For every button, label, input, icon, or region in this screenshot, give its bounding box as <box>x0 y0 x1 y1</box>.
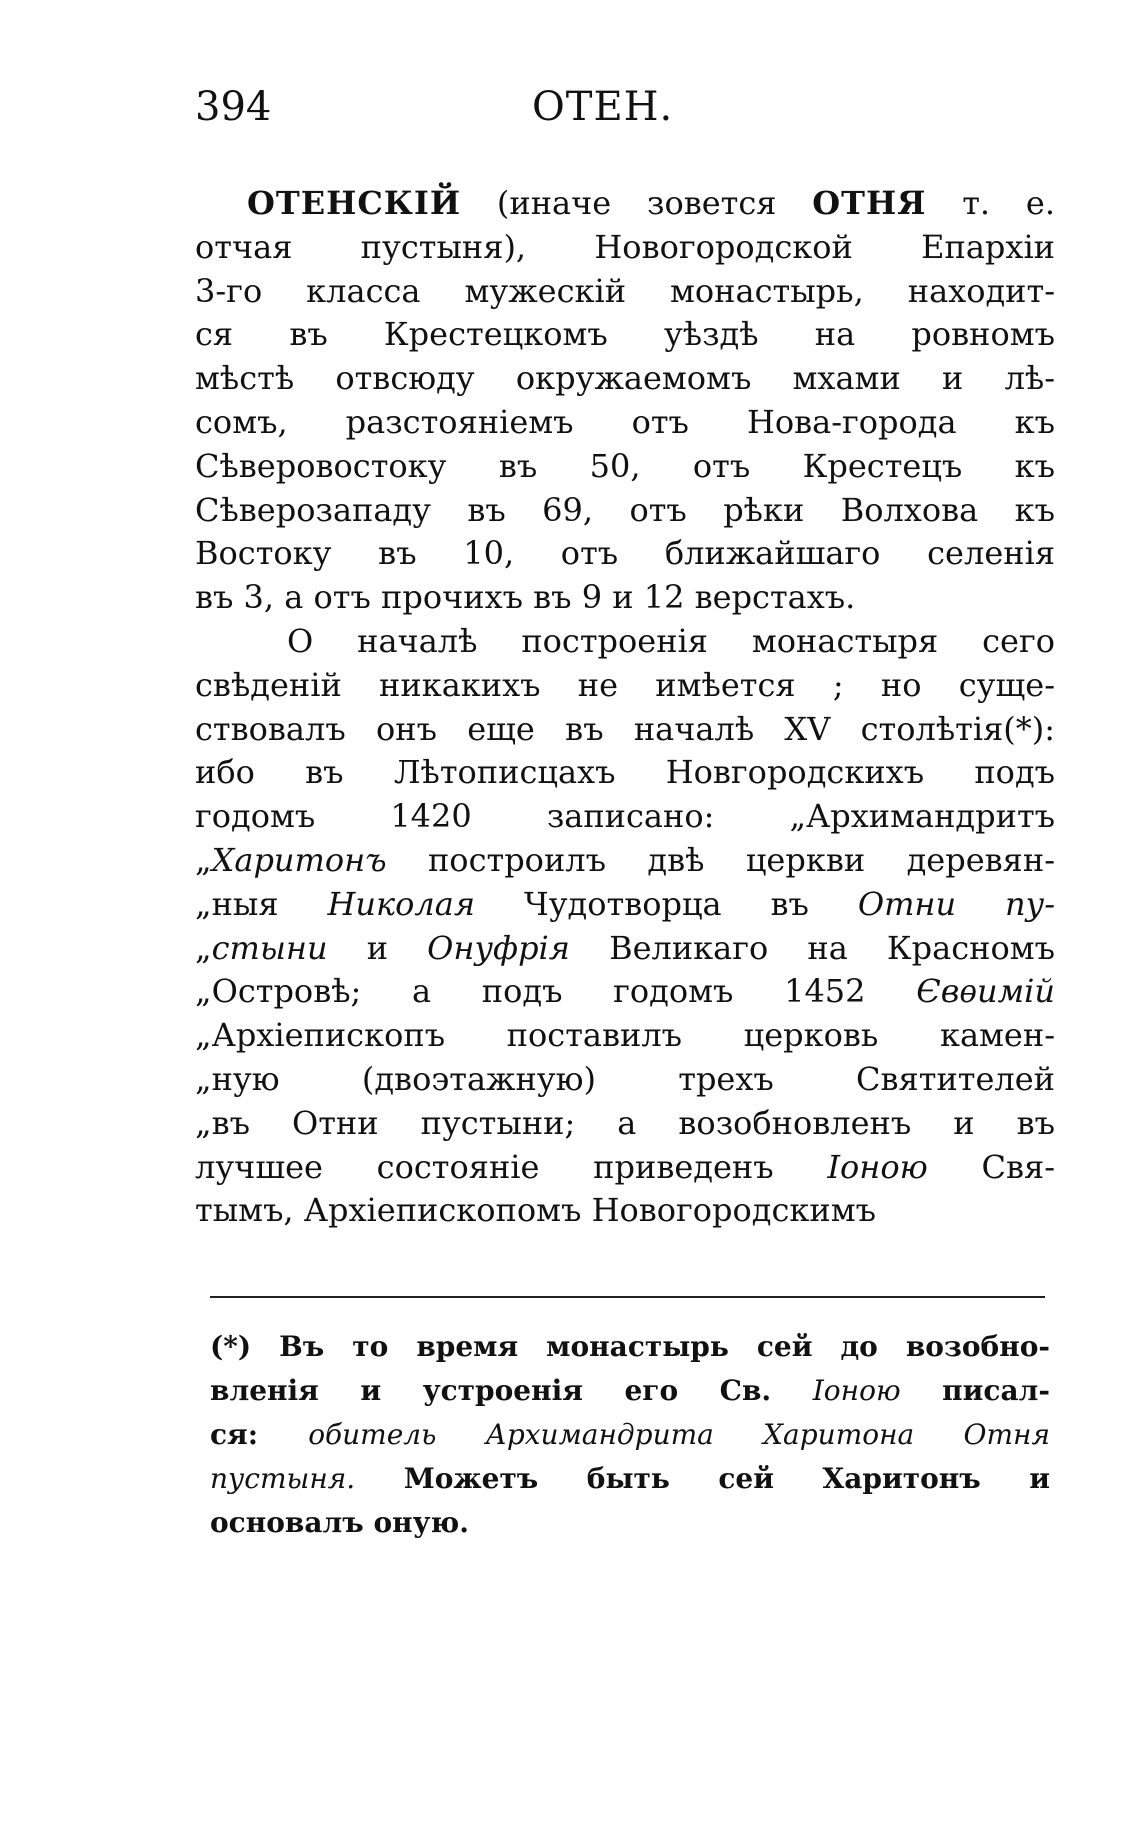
running-head: ОТЕН. <box>532 84 674 130</box>
quote-mark: „ <box>195 840 212 879</box>
text-line: ствовалъ онъ еще въ началѣ XV столѣтія(*): <box>195 709 1055 748</box>
text-run: „ныя <box>195 884 328 923</box>
text-run: Можетъ быть сей Харитонъ и <box>355 1462 1050 1495</box>
text-line: сомъ, разстояніемъ отъ Нова-города къ <box>195 402 1055 441</box>
person-name: Євѳимій <box>916 972 1055 1011</box>
text-run: (иначе зовется <box>461 184 813 222</box>
text-line: Сѣверовостоку въ 50, отъ Крестецъ къ <box>195 446 1055 485</box>
text-run: писал- <box>900 1374 1050 1407</box>
quoted-name: обитель Архимандрита Харитона Отня <box>308 1418 1050 1451</box>
text-line: тымъ, Архіепископомъ Новогородскимъ <box>195 1191 876 1230</box>
place-name: Отни пу- <box>857 884 1056 923</box>
person-name: Іоною <box>812 1374 901 1407</box>
person-name: Харитонъ <box>211 840 387 879</box>
body-text <box>195 182 1055 1233</box>
text-line: „ную (двоэтажную) трехъ Святителей <box>195 1059 1055 1098</box>
text-run: и <box>327 928 428 967</box>
entry-title: ОТЕНСКІЙ <box>247 184 462 222</box>
footnote-divider <box>210 1296 1045 1298</box>
footnote-line <box>210 1369 1050 1413</box>
page-header <box>195 84 985 144</box>
paragraph-1 <box>195 182 1055 620</box>
text-line: „Архіепископъ поставилъ церковь камен- <box>195 1016 1055 1055</box>
text-line <box>195 1146 1055 1190</box>
person-name: Николая <box>327 884 476 923</box>
text-run: вленія и устроенія его Св. <box>210 1374 813 1407</box>
text-line: ся въ Крестецкомъ уѣздѣ на ровномъ <box>195 315 1055 354</box>
place-name: стыни <box>211 928 328 967</box>
text-run: ся: <box>210 1418 309 1451</box>
text-line: ибо въ Лѣтописцахъ Новгородскихъ подъ <box>195 753 1055 792</box>
text-line <box>195 839 1055 883</box>
footnote-line: (*) Въ то время монастырь сей до возобно- <box>210 1330 1050 1363</box>
text-line <box>195 927 1055 971</box>
text-run: лучшее состояніе приведенъ <box>195 1147 828 1186</box>
quoted-name: пустыня. <box>210 1462 356 1495</box>
paragraph-2 <box>195 620 1055 1233</box>
text-line: О началѣ построенія монастыря сего <box>287 621 1055 660</box>
text-line <box>195 883 1055 927</box>
footnote-line <box>210 1457 1050 1501</box>
text-run: построилъ двѣ церкви деревян- <box>386 840 1055 879</box>
text-line: свѣденій никакихъ не имѣется ; но суще- <box>195 665 1055 704</box>
text-line: въ 3, а отъ прочихъ въ 9 и 12 верстахъ. <box>195 578 856 617</box>
footnote <box>210 1325 1050 1545</box>
text-run: „Островѣ; а подъ годомъ 1452 <box>195 972 917 1011</box>
text-line: Сѣверозападу въ 69, отъ рѣки Волхова къ <box>195 490 1055 529</box>
text-run: Свя- <box>927 1147 1056 1186</box>
text-line: годомъ 1420 записано: „Архимандритъ <box>195 797 1055 836</box>
quote-mark: „ <box>195 928 212 967</box>
text-run: Великаго на Красномъ <box>569 928 1056 967</box>
text-run: Чудотворца въ <box>475 884 858 923</box>
text-line <box>195 182 1055 226</box>
text-line: отчая пустыня), Новогородской Епархіи <box>195 227 1055 266</box>
text-line: „въ Отни пустыни; а возобновленъ и въ <box>195 1103 1055 1142</box>
alt-name: ОТНЯ <box>812 184 927 222</box>
page-number: 394 <box>195 84 272 130</box>
person-name: Іоною <box>827 1147 928 1186</box>
footnote-line: основалъ оную. <box>210 1506 470 1539</box>
text-line: Востоку въ 10, отъ ближайшаго селенія <box>195 534 1055 573</box>
footnote-line <box>210 1413 1050 1457</box>
text-line: мѣстѣ отвсюду окружаемомъ мхами и лѣ- <box>195 359 1055 398</box>
person-name: Онуфрія <box>427 928 570 967</box>
text-line <box>195 970 1055 1014</box>
text-line: 3-го класса мужескій монастырь, находит- <box>195 271 1055 310</box>
text-run: т. е. <box>926 184 1055 222</box>
